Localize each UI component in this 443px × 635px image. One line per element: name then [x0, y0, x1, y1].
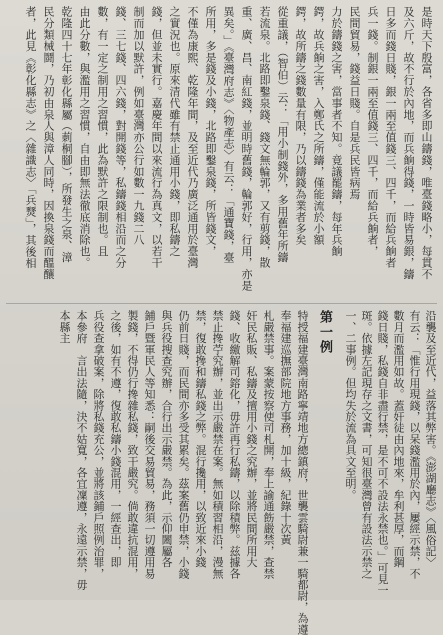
notice-text-column: 奸民私販、私鑄及擅用小錢之究辦，並將民間所用大: [245, 310, 258, 568]
example-heading: 第一例: [317, 310, 332, 355]
upper-text-column: 異矣。」《臺灣府志》〈物產志〉有云：「通寶錢，臺: [222, 6, 235, 264]
upper-text-column: 由此分數，與濫用之習慣，自由即無法徹底消除也。: [78, 6, 91, 269]
notice-text-column: 本參府 言出法隨，決不姑寬，各宜凜遵，永遠示禁，毋: [75, 310, 88, 590]
upper-text-column: 者，此見《彰化縣志》之〈雜識志〉「兵燹」，其後相: [24, 6, 37, 269]
notice-text-column: 與兵役搜查究辦，合行出示嚴禁。為此，示仰闔屬各: [160, 310, 173, 568]
upper-text-column: 日多而錢日賤，銀一兩至值錢三、四千，而給兵餉者: [384, 6, 397, 269]
notice-text-column: 仍前日賤，而民間亦多受其累矣。茲案舊仍申禁，小錢: [177, 310, 190, 579]
notice-text-column: 禁止搀苧究辦，並出示嚴禁在案。無如積習相沿，漫無: [211, 310, 224, 579]
upper-text-column: 鍔，故所鑄之錢數量有限，乃以鑄錢為業者多矣: [294, 6, 307, 246]
continuation-text-column: 錢日賤，私錢自非盡行禁，是不可不設法永禁也。」可見一: [376, 310, 389, 596]
notice-text-column: 禁，復敢搀和鑄私錢之弊。混行攙用，以致近來小錢: [194, 310, 207, 568]
notice-text-column: 錢、收繳解司鎔化，毋許再行私鑄，以除積弊。兹據各: [228, 310, 241, 579]
upper-text-column: 重、廣、昌、南紅錢，並明時舊錢，輪郭好，行用，亦是: [240, 6, 253, 291]
upper-text-column: 錢，但並未實行。嘉慶年間以來流行為真文，以若干: [150, 6, 163, 269]
notice-text-column: 札嚴禁事。案蒙按察使司札開，奉上諭通飭嚴禁，查禁: [262, 310, 275, 579]
upper-text-column: 力於鑄錢之害，當事者不知。竟議罷鑄，每年兵餉: [330, 6, 343, 257]
upper-text-column: 乾隆四十七年彰化縣屬（莿桐腳），所發生之泉、漳: [60, 6, 73, 263]
continuation-text-column: 有云：「惟行用現錢，以呆錢濫用於內，屢經示禁，不: [408, 310, 421, 579]
upper-text-column: 從重議，（智伯）云：「用小制錢外，多用舊年所鑄: [276, 6, 289, 263]
notice-text-column: 之後，如有不遵，復敢私鑄小錢混用，一經查出，即: [109, 310, 122, 568]
continuation-text-column: 一、二事例。但均失於流為具文至明。: [344, 310, 357, 501]
notice-text-column: 特授福建臺灣南路寧靖地方總鎮府，世襲雲騎尉兼一騎都尉，為遵: [296, 310, 309, 635]
notice-text-column: 製錢，不得仍行搀雜私錢，致干嚴究。倘敢違抗混用，: [126, 310, 139, 579]
upper-text-column: 及六斤，故不行於內地，而兵餉得錢，一時皆易銀，鑄: [402, 6, 415, 280]
upper-text-column: 數，有一定之制用之習慣，此為默許之限制也。且: [96, 6, 109, 257]
continuation-text-column: 斑。依據左記現存之文書，可知很臺灣曾有設法示禁之: [360, 310, 373, 579]
upper-text-column: 是時天下殷富，各省多即山鑄錢，唯臺錢略小，每貫不: [420, 6, 433, 280]
upper-text-column: 若流泉。北路即鑿泉錢、錢文無輪郭，又有剪錢，散: [258, 6, 271, 269]
upper-text-column: 民分類械鬪，乃初由泉人與漳人同時，因換泉錢而醞釀: [42, 6, 55, 280]
upper-text-column: 民間貿易，錢益日賤。自是兵民皆病焉: [348, 6, 361, 200]
upper-text-column: 之實況也。原來清代雖有禁止通用小錢，即私鑄之: [168, 6, 181, 257]
notice-text-column: 鋪戶暨軍民人等知悉：嗣後交易貿易，務須一切遵用易: [143, 310, 156, 579]
continuation-text-column: 數月而濫用如故。蓋奸徒由內地來，牟利甚厚，而鋼: [392, 310, 405, 568]
upper-text-column: 兵一錢。制銀一兩至值錢三、四千，而給兵餉者，: [366, 6, 379, 257]
continuation-text-column: 沿襲及至近代，益落其弊害。《澎湖廳志》〈風俗記〉: [424, 310, 437, 568]
upper-text-column: 錢、三七錢、四六錢，對開錢等，私鑄錢相沿而之分: [114, 6, 127, 269]
notice-text-column: 奉福建巡撫部院地方事務，加十級，紀錄十次黃: [279, 310, 292, 546]
upper-text-column: 制而加以默許，例如臺灣亦公行如數一九錢二八: [132, 6, 145, 246]
upper-text-column: 所用，多是錢及小錢，北路即鑿泉錢，所皆錢文，: [204, 6, 217, 257]
upper-text-column: 不僅為康熙、乾隆年間，及至近代乃廣泛通用於臺灣: [186, 6, 199, 269]
notice-text-column: 兵役查拿破案，除將私錢充公，並將該鋪戶照例治罪，: [92, 310, 105, 579]
notice-footer-column: 本縣主: [58, 310, 71, 344]
upper-text-column: 鍔，故兵餉之害，入鄭氏之所鑄，僅能流於小額: [312, 6, 325, 246]
section-divider: [6, 303, 437, 304]
